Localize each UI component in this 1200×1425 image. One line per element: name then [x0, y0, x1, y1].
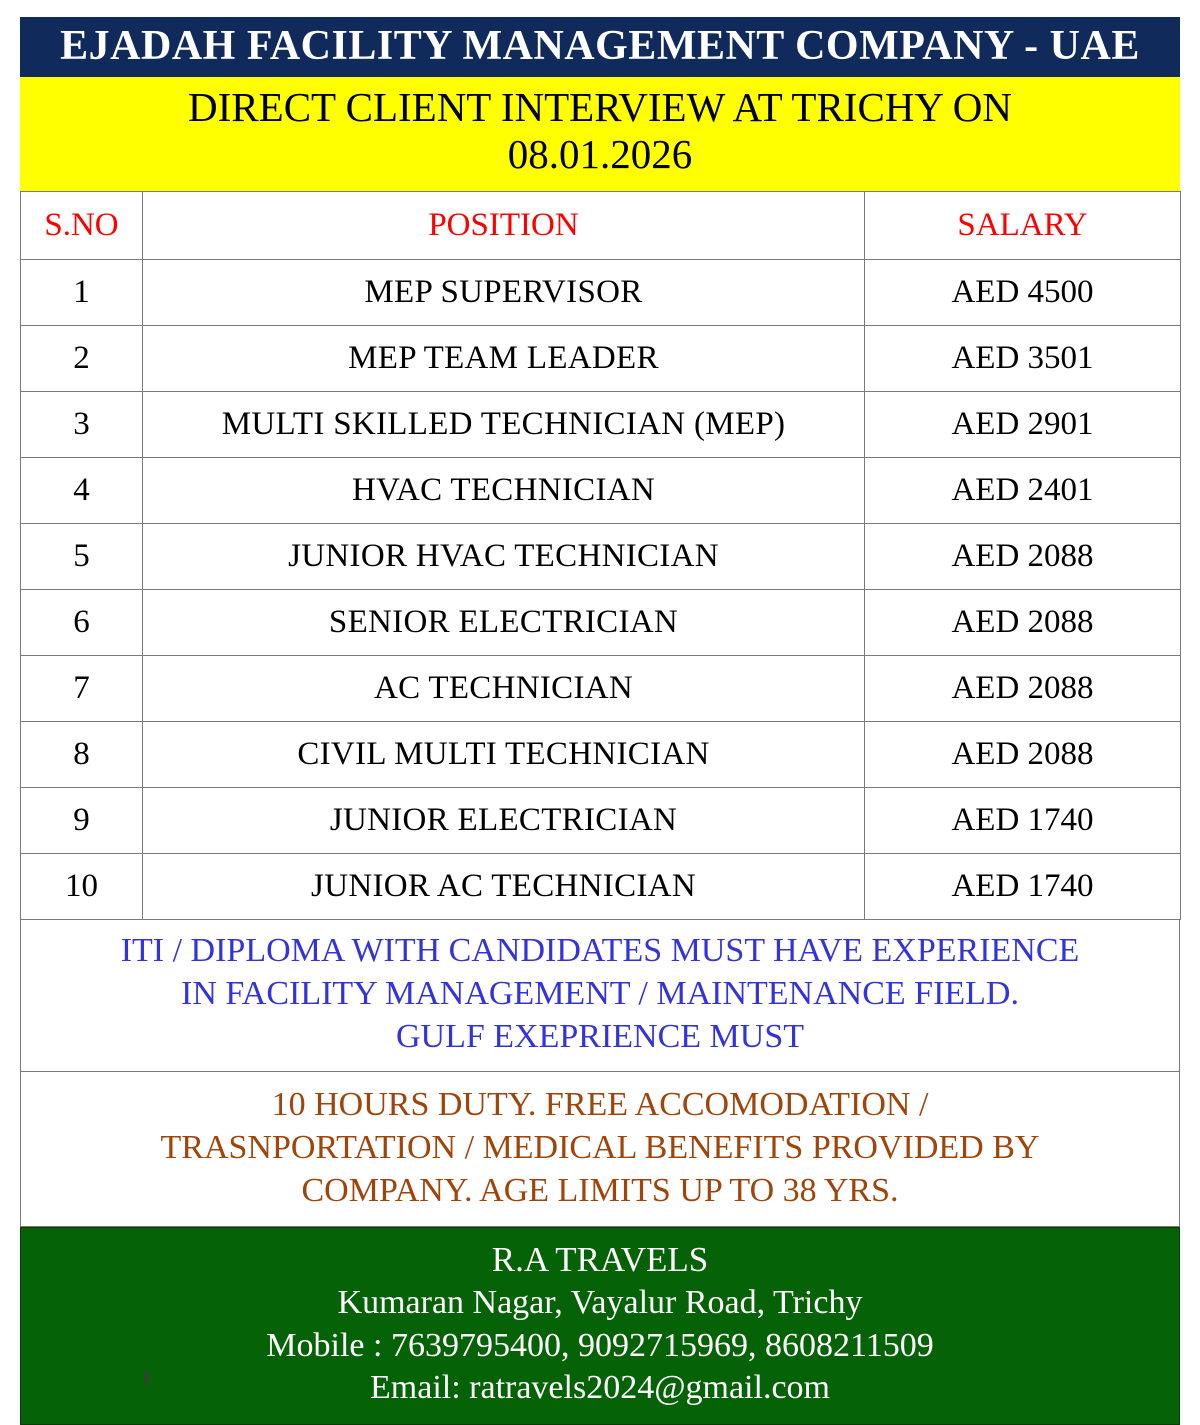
- cell-position: MEP TEAM LEADER: [143, 326, 865, 392]
- cell-sno: 8: [21, 722, 143, 788]
- text-cursor-artifact: [145, 1371, 148, 1384]
- cell-salary: AED 2088: [865, 590, 1181, 656]
- cell-position: SENIOR ELECTRICIAN: [143, 590, 865, 656]
- table-row: [21, 326, 1181, 392]
- interview-date: 08.01.2026: [507, 131, 693, 178]
- positions-table: [20, 191, 1181, 920]
- cell-sno: 2: [21, 326, 143, 392]
- interview-title-band: [20, 77, 1180, 191]
- benefits-line-3: COMPANY. AGE LIMITS UP TO 38 YRS.: [301, 1171, 899, 1209]
- cell-sno: 10: [21, 854, 143, 920]
- cell-salary: AED 2901: [865, 392, 1181, 458]
- column-header-salary: SALARY: [865, 192, 1181, 260]
- cell-salary: AED 2088: [865, 722, 1181, 788]
- cell-position: MULTI SKILLED TECHNICIAN (MEP): [143, 392, 865, 458]
- cell-position: JUNIOR ELECTRICIAN: [143, 788, 865, 854]
- table-row: [21, 260, 1181, 326]
- agency-address: Kumaran Nagar, Vayalur Road, Trichy: [337, 1284, 863, 1322]
- cell-salary: AED 2088: [865, 524, 1181, 590]
- company-name-text: EJADAH FACILITY MANAGEMENT COMPANY - UAE: [60, 23, 1140, 69]
- table-row: [21, 458, 1181, 524]
- cell-sno: 5: [21, 524, 143, 590]
- benefits-note: [20, 1072, 1180, 1227]
- benefits-line-2: TRASNPORTATION / MEDICAL BENEFITS PROVIDED BY: [160, 1128, 1040, 1166]
- cell-position: JUNIOR HVAC TECHNICIAN: [143, 524, 865, 590]
- column-header-position: POSITION: [143, 192, 865, 260]
- cell-sno: 4: [21, 458, 143, 524]
- cell-salary: AED 2401: [865, 458, 1181, 524]
- table-row: [21, 524, 1181, 590]
- cell-sno: 6: [21, 590, 143, 656]
- cell-position: HVAC TECHNICIAN: [143, 458, 865, 524]
- cell-position: AC TECHNICIAN: [143, 656, 865, 722]
- recruitment-poster: [20, 17, 1180, 1425]
- cell-position: CIVIL MULTI TECHNICIAN: [143, 722, 865, 788]
- table-row: [21, 722, 1181, 788]
- cell-salary: AED 3501: [865, 326, 1181, 392]
- cell-salary: AED 2088: [865, 656, 1181, 722]
- interview-title-line-1: DIRECT CLIENT INTERVIEW AT TRICHY ON: [188, 84, 1012, 131]
- agency-mobile: Mobile : 7639795400, 9092715969, 8608211509: [266, 1326, 934, 1364]
- cell-salary: AED 1740: [865, 788, 1181, 854]
- table-row: [21, 590, 1181, 656]
- cell-position: MEP SUPERVISOR: [143, 260, 865, 326]
- agency-footer: [20, 1227, 1180, 1424]
- qualification-line-2: IN FACILITY MANAGEMENT / MAINTENANCE FIELD.: [181, 975, 1019, 1013]
- cell-salary: AED 4500: [865, 260, 1181, 326]
- agency-name: R.A TRAVELS: [491, 1240, 709, 1280]
- benefits-line-1: 10 HOURS DUTY. FREE ACCOMODATION /: [271, 1085, 929, 1123]
- cell-sno: 7: [21, 656, 143, 722]
- table-row: [21, 854, 1181, 920]
- table-row: [21, 392, 1181, 458]
- cell-salary: AED 1740: [865, 854, 1181, 920]
- agency-email: Email: ratravels2024@gmail.com: [370, 1369, 830, 1407]
- qualification-line-1: ITI / DIPLOMA WITH CANDIDATES MUST HAVE EXPERIENCE: [120, 932, 1080, 970]
- cell-sno: 1: [21, 260, 143, 326]
- table-row: [21, 656, 1181, 722]
- cell-position: JUNIOR AC TECHNICIAN: [143, 854, 865, 920]
- table-row: [21, 788, 1181, 854]
- qualification-note: [20, 920, 1180, 1071]
- cell-sno: 3: [21, 392, 143, 458]
- column-header-sno: S.NO: [21, 192, 143, 260]
- cell-sno: 9: [21, 788, 143, 854]
- qualification-line-3: GULF EXEPRIENCE MUST: [395, 1018, 805, 1056]
- company-name-band: [20, 17, 1180, 77]
- table-header-row: [21, 192, 1181, 260]
